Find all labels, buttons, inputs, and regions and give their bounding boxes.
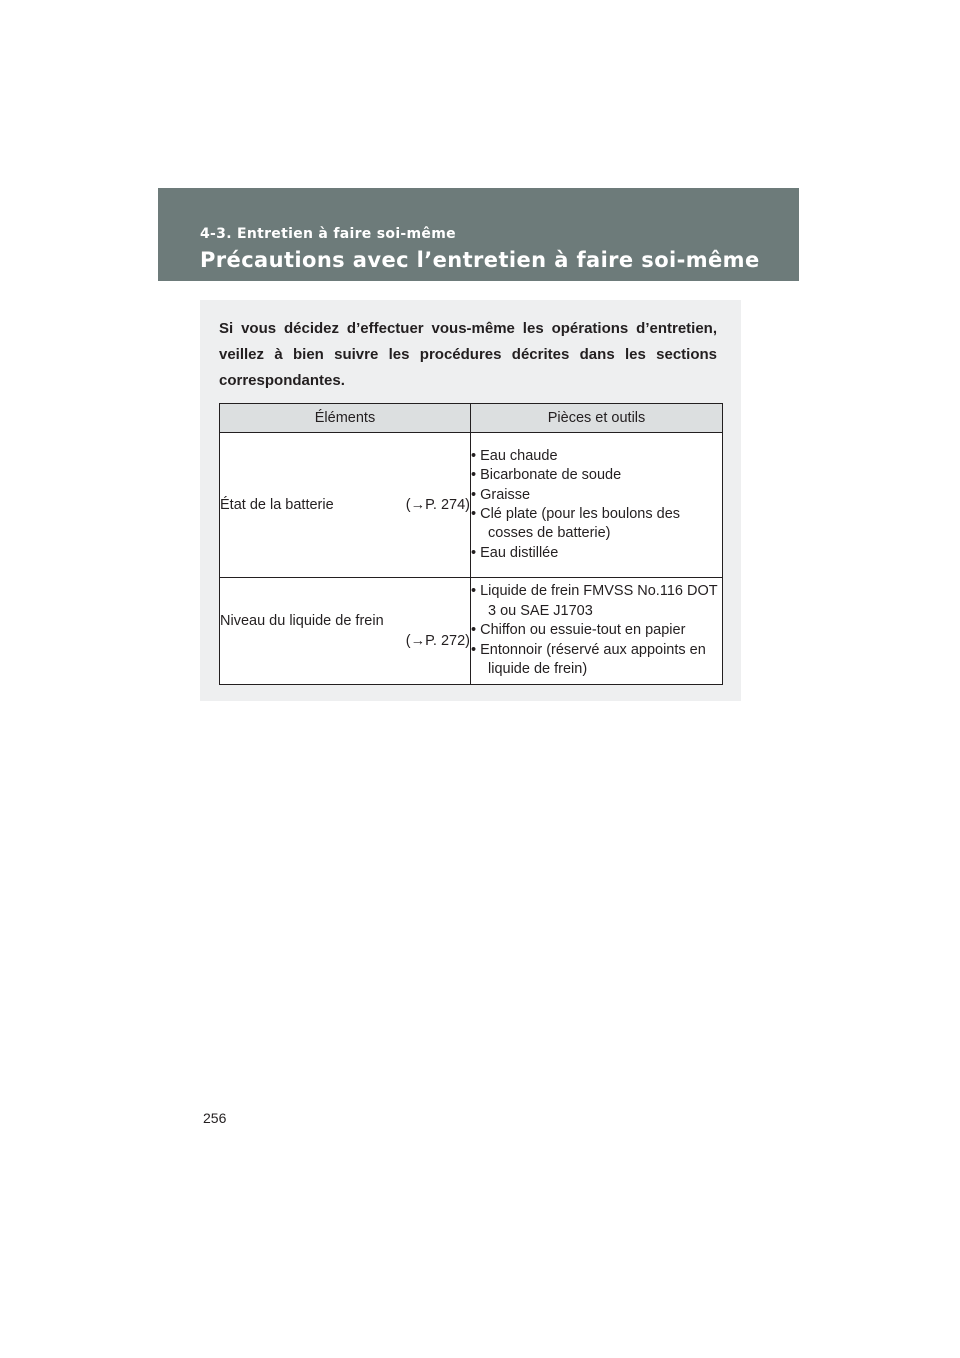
element-name: Niveau du liquide de frein [220, 613, 384, 629]
section-label: 4-3. Entretien à faire soi-même [200, 226, 456, 242]
list-item: • Bicarbonate de soude [471, 467, 622, 484]
parts-list [471, 447, 722, 563]
table-row [220, 433, 723, 578]
list-item: • Clé plate (pour les boulons des cosses de batterie) [471, 506, 681, 542]
column-header-parts-tools: Pièces et outils [471, 404, 723, 433]
element-name: État de la batterie [220, 497, 334, 513]
table-header-row [220, 404, 723, 433]
list-item: • Eau chaude [471, 447, 558, 464]
parts-cell [471, 578, 723, 685]
parts-list [471, 582, 722, 679]
list-item: • Graisse [471, 486, 531, 503]
maintenance-items-table [219, 403, 723, 685]
column-header-elements: Éléments [220, 404, 471, 433]
page-reference: (→P. 272) [405, 633, 470, 649]
page-title: Précautions avec l’entretien à faire soi-même [200, 248, 760, 272]
parts-cell [471, 433, 723, 578]
list-item: • Liquide de frein FMVSS No.116 DOT 3 ou SAE J1703 [471, 583, 718, 619]
table-row [220, 578, 723, 685]
element-cell [220, 433, 471, 578]
list-item: • Eau distillée [471, 544, 559, 561]
intro-paragraph: Si vous décidez d’effectuer vous-même les opérations d’entretien, veillez à bien suivre les procédures décrites dans les sections correspondantes. [219, 320, 717, 389]
element-cell [220, 578, 471, 685]
page-number: 256 [203, 1110, 227, 1126]
list-item: • Entonnoir (réservé aux appoints en liquide de frein) [471, 641, 706, 678]
content-box [200, 300, 741, 701]
list-item: • Chiffon ou essuie-tout en papier [471, 622, 686, 639]
page-reference: (→P. 274) [405, 497, 470, 513]
section-header-band [158, 188, 799, 281]
